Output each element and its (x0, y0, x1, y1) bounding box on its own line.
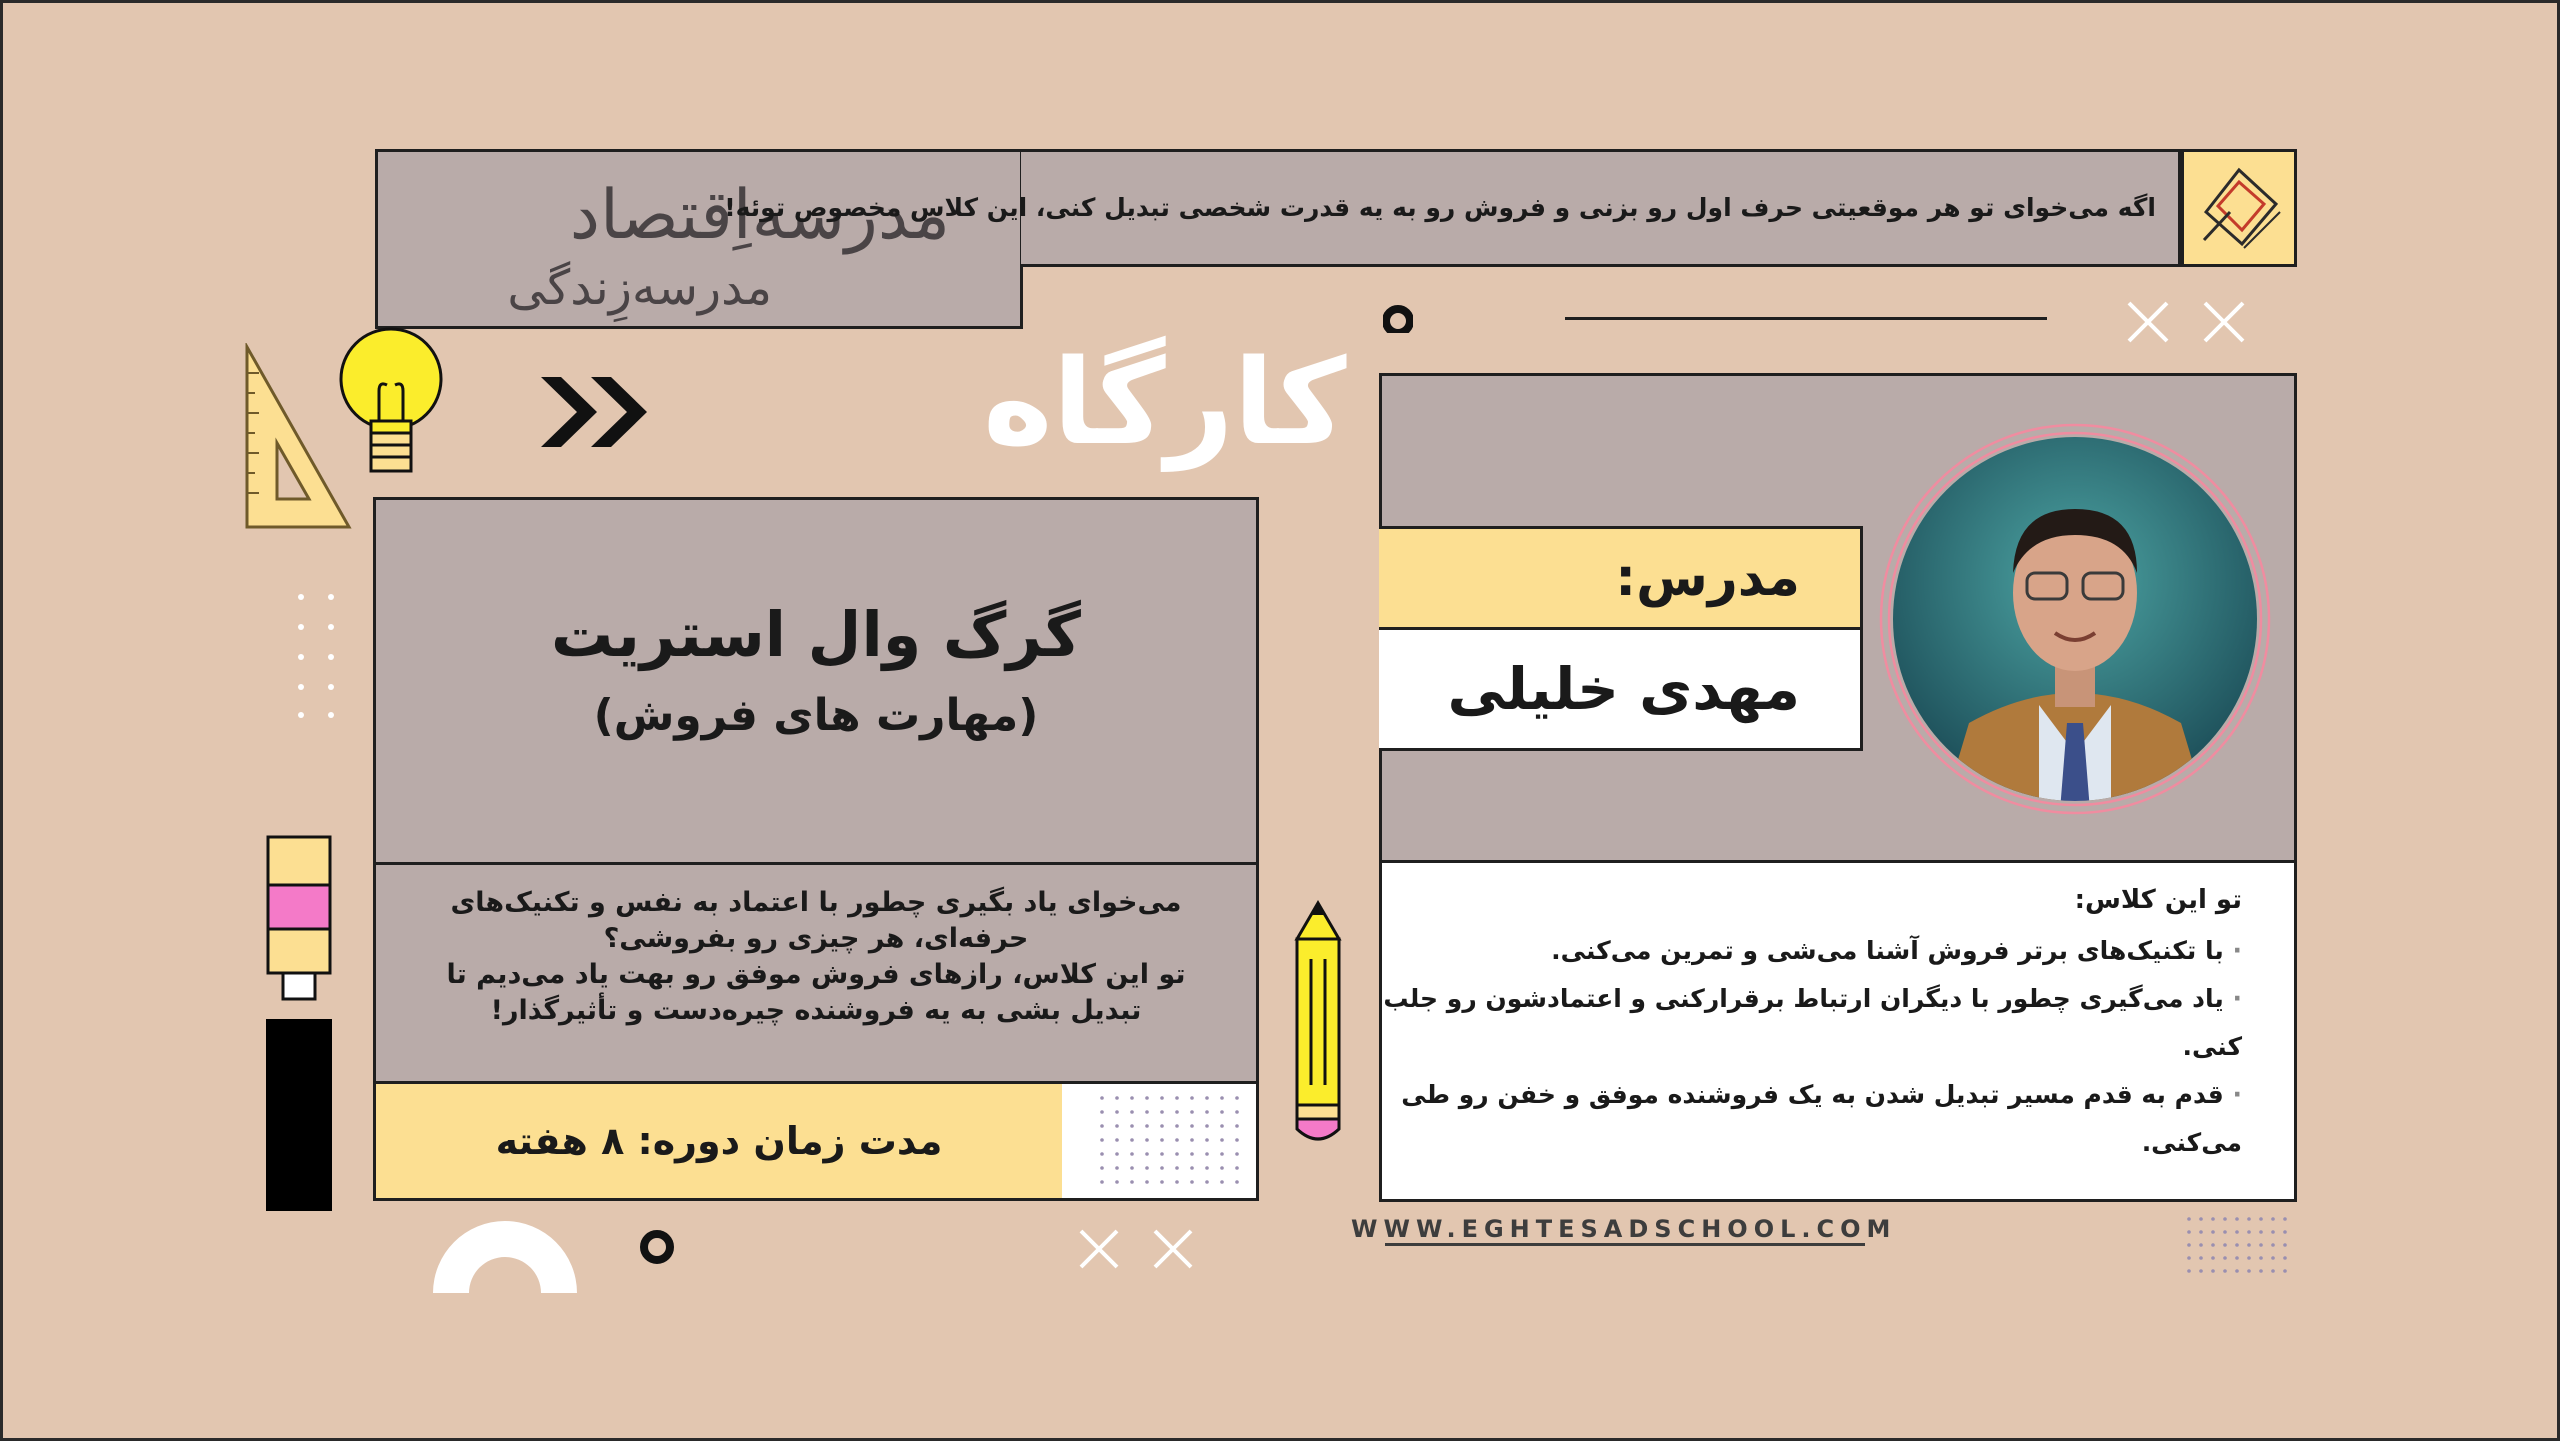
decor-dot (1130, 1096, 1134, 1100)
decor-dot (2247, 1217, 2251, 1221)
logo-main-text: مدرسه‌اِقتصاد (569, 176, 950, 255)
decor-dot (1175, 1166, 1179, 1170)
decor-dot (1100, 1110, 1104, 1114)
decor-dot (1175, 1180, 1179, 1184)
decor-dot (2271, 1230, 2275, 1234)
decor-dot (1235, 1180, 1239, 1184)
decor-dot (2271, 1256, 2275, 1260)
decor-dot (1175, 1110, 1179, 1114)
course-description-line-2: تو این کلاس، رازهای فروش موفق رو بهت یاد می‌دیم تا تبدیل بشی به یه فروشنده چیره‌دست و تأثیرگذار! (446, 959, 1186, 1026)
decor-dot (1100, 1138, 1104, 1142)
decor-dot (1190, 1138, 1194, 1142)
decor-dot (1160, 1180, 1164, 1184)
decor-dot (1115, 1180, 1119, 1184)
decor-dot (1100, 1166, 1104, 1170)
decor-dot (2271, 1269, 2275, 1273)
decor-dot (1145, 1110, 1149, 1114)
dot-grid-right (2183, 1213, 2293, 1283)
decor-dot (1205, 1110, 1209, 1114)
decor-dot (1175, 1124, 1179, 1128)
decor-dot (2187, 1230, 2191, 1234)
decor-dot (1145, 1138, 1149, 1142)
pencil-icon (1293, 899, 1343, 1147)
decor-dot (1115, 1124, 1119, 1128)
decor-dot (1100, 1180, 1104, 1184)
decor-dot (1235, 1166, 1239, 1170)
decor-dot (1235, 1138, 1239, 1142)
decor-dot (1190, 1180, 1194, 1184)
decor-dot (1145, 1166, 1149, 1170)
decor-dot (2247, 1243, 2251, 1247)
decor-dot (2211, 1256, 2215, 1260)
class-points-heading: تو این کلاس: (2074, 885, 2242, 915)
instructor-name-box (1379, 627, 1863, 751)
list-item: · قدم به قدم مسیر تبدیل شدن به یک فروشنده موفق و خفن رو طی می‌کنی. (1382, 1071, 2242, 1167)
decor-dot (2235, 1230, 2239, 1234)
decor-dot (2235, 1243, 2239, 1247)
decor-dot (2223, 1243, 2227, 1247)
decor-dot (1235, 1124, 1239, 1128)
decor-dot (1220, 1152, 1224, 1156)
decor-dot (2199, 1217, 2203, 1221)
decor-dot (1205, 1096, 1209, 1100)
decor-dot (2199, 1256, 2203, 1260)
decor-dot (2283, 1243, 2287, 1247)
duration-panel (373, 1081, 1065, 1201)
decor-dot (2187, 1243, 2191, 1247)
decor-dot (1235, 1096, 1239, 1100)
decor-dot (1190, 1096, 1194, 1100)
decor-dot (1115, 1152, 1119, 1156)
decor-dot (1160, 1152, 1164, 1156)
website-underline (1385, 1243, 1865, 1246)
decor-dot (2223, 1230, 2227, 1234)
decor-dot (2259, 1256, 2263, 1260)
decor-dot (1100, 1096, 1104, 1100)
decor-dot (1175, 1152, 1179, 1156)
decor-dot (2247, 1256, 2251, 1260)
dot-grid-box (1062, 1081, 1259, 1201)
list-item: · با تکنیک‌های برتر فروش آشنا می‌شی و تمرین می‌کنی. (1382, 927, 2242, 975)
instructor-role-label: مدرس: (1615, 548, 1800, 608)
decor-dot (1205, 1166, 1209, 1170)
decor-dot (1220, 1124, 1224, 1128)
decor-dot (2187, 1217, 2191, 1221)
decor-dot (1220, 1138, 1224, 1142)
decor-dot (2235, 1269, 2239, 1273)
decor-dot (2199, 1243, 2203, 1247)
light-bulb-icon (333, 325, 449, 485)
decor-dot (2235, 1256, 2239, 1260)
decor-dot (2187, 1269, 2191, 1273)
decor-dot (1235, 1152, 1239, 1156)
divider-line (1565, 317, 2047, 320)
decor-dot (1145, 1124, 1149, 1128)
course-description (412, 885, 1220, 1029)
school-logo-icon (2184, 152, 2294, 264)
decor-dot (1130, 1152, 1134, 1156)
marker-icon (265, 833, 335, 1213)
decor-dot (2223, 1269, 2227, 1273)
decor-dot (1235, 1110, 1239, 1114)
decor-dot (1145, 1152, 1149, 1156)
decor-dot (1115, 1138, 1119, 1142)
decor-dot (1205, 1152, 1209, 1156)
course-description-line-1: می‌خوای یاد بگیری چطور با اعتماد به نفس و تکنیک‌های حرفه‌ای، هر چیزی رو بفروشی؟ (450, 887, 1182, 954)
list-item: · یاد می‌گیری چطور با دیگران ارتباط برقرارکنی و اعتمادشون رو جلب کنی. (1382, 975, 2242, 1071)
decor-dot (1190, 1110, 1194, 1114)
x-marks-icon-bottom (1077, 1227, 1197, 1273)
double-chevron-icon (535, 371, 657, 453)
decor-dot (1220, 1096, 1224, 1100)
decor-dot (2283, 1217, 2287, 1221)
decor-dot (2259, 1269, 2263, 1273)
decor-dot (1175, 1096, 1179, 1100)
course-title-panel (373, 497, 1259, 865)
workshop-title: کارگاه (983, 333, 1347, 471)
decor-dot (1115, 1096, 1119, 1100)
course-title: گرگ وال استریت (551, 598, 1081, 671)
dot-grid-left (293, 589, 343, 723)
website-url[interactable]: WWW.EGHTESADSCHOOL.COM (1351, 1215, 1897, 1243)
decor-dot (2283, 1256, 2287, 1260)
decor-dot (1220, 1180, 1224, 1184)
decor-dot (1190, 1124, 1194, 1128)
course-description-panel (373, 862, 1259, 1084)
decor-dot (1160, 1096, 1164, 1100)
decor-dot (1115, 1166, 1119, 1170)
decor-dot (1100, 1124, 1104, 1128)
decor-dot (1130, 1166, 1134, 1170)
dot-grid-card (1062, 1084, 1252, 1196)
decor-dot (2283, 1230, 2287, 1234)
decor-dot (1160, 1166, 1164, 1170)
decor-dot (1220, 1166, 1224, 1170)
decor-dot (1130, 1138, 1134, 1142)
decor-dot (1190, 1152, 1194, 1156)
decor-dot (1175, 1138, 1179, 1142)
decor-dot (2235, 1217, 2239, 1221)
decor-dot (1130, 1180, 1134, 1184)
decor-dot (1130, 1110, 1134, 1114)
decor-dot (2283, 1269, 2287, 1273)
decor-dot (1205, 1124, 1209, 1128)
decor-dot (2223, 1256, 2227, 1260)
decor-dot (2247, 1269, 2251, 1273)
course-duration: مدت زمان دوره: ۸ هفته (495, 1119, 943, 1163)
decor-dot (2271, 1217, 2275, 1221)
decor-dot (2199, 1269, 2203, 1273)
school-badge (2181, 149, 2297, 267)
x-marks-icon (2123, 297, 2263, 347)
logo-sub-text: مدرسه‌زِندگی (507, 260, 772, 316)
decor-dot (2223, 1217, 2227, 1221)
decor-dot (1160, 1124, 1164, 1128)
decor-dot (2211, 1217, 2215, 1221)
decor-dot (2199, 1230, 2203, 1234)
decor-dot (1100, 1152, 1104, 1156)
instructor-name: مهدی خلیلی (1447, 655, 1800, 723)
decor-dot (1145, 1096, 1149, 1100)
instructor-role-box (1379, 526, 1863, 630)
decor-dot (2259, 1230, 2263, 1234)
decor-dot (2271, 1243, 2275, 1247)
decor-dot (1205, 1180, 1209, 1184)
course-subtitle: (مهارت های فروش) (593, 690, 1039, 741)
decor-dot (2259, 1243, 2263, 1247)
decor-dot (1220, 1110, 1224, 1114)
class-points-panel (1379, 860, 2297, 1202)
decor-dot (2259, 1217, 2263, 1221)
half-ring-icon (431, 1215, 581, 1295)
decor-dot (2211, 1269, 2215, 1273)
decor-dot (2247, 1230, 2251, 1234)
decor-dot (1145, 1180, 1149, 1184)
decor-dot (2187, 1256, 2191, 1260)
ring-icon-bottom (637, 1227, 677, 1267)
decor-dot (1115, 1110, 1119, 1114)
decor-dot (1130, 1124, 1134, 1128)
decor-dot (1205, 1138, 1209, 1142)
banner-text: اگه می‌خوای تو هر موقعیتی حرف اول رو بزنی و فروش رو به یه قدرت شخصی تبدیل کنی، این کلاس مخصوص توئه! (724, 193, 2156, 222)
decor-dot (1190, 1166, 1194, 1170)
decor-dot (1160, 1138, 1164, 1142)
decor-dot (2211, 1243, 2215, 1247)
instructor-portrait (1879, 423, 2271, 815)
decor-dot (2211, 1230, 2215, 1234)
ring-icon (1383, 293, 1413, 333)
class-points-list (1382, 927, 2242, 1167)
decor-dot (1160, 1110, 1164, 1114)
